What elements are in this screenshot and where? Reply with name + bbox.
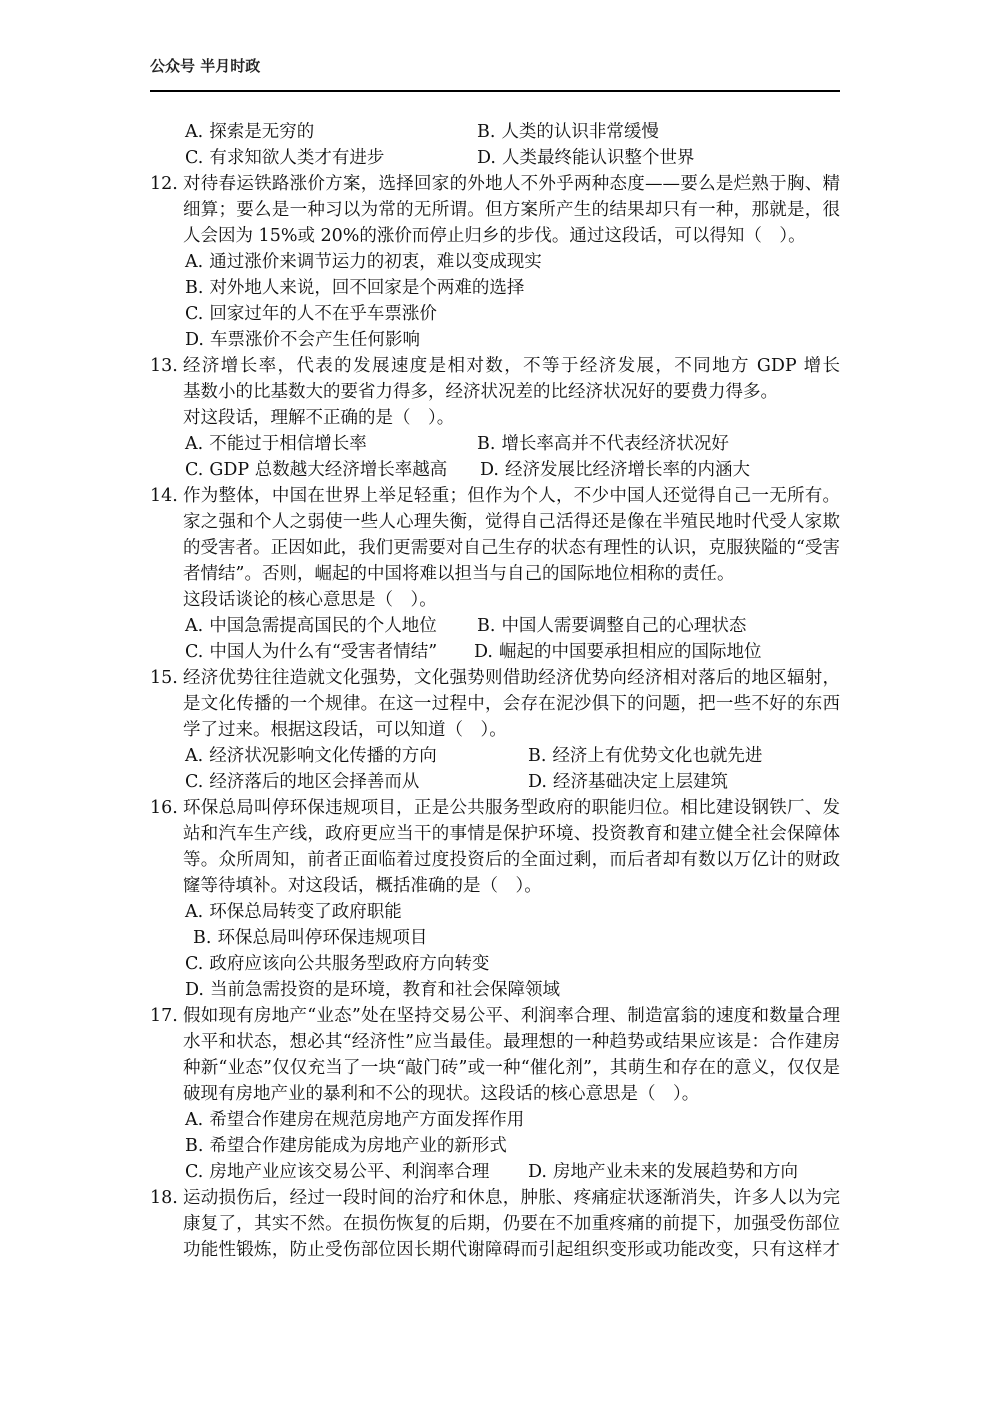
answer-option: [185, 1107, 524, 1133]
option-text: 中国人为什么有“受害者情结”: [209, 642, 438, 662]
option-label: A.: [185, 252, 204, 272]
answer-option: [185, 327, 420, 353]
answer-option: [185, 1159, 489, 1185]
question-stem-line: 对待春运铁路涨价方案，选择回家的外地人不外乎两种态度——要么是烂熟于胸、精: [183, 174, 840, 194]
option-text: 环保总局叫停环保违规项目: [217, 928, 428, 948]
question-stem-line: 假如现有房地产“业态”处在坚持交易公平、利润率合理、制造富翁的速度和数量合理: [183, 1006, 840, 1026]
option-label: B.: [477, 616, 496, 636]
option-label: A.: [185, 122, 204, 142]
question-stem-line: 环保总局叫停环保违规项目，正是公共服务型政府的职能归位。相比建设钢铁厂、发: [183, 798, 840, 818]
option-text: 中国人需要调整自己的心理状态: [501, 616, 747, 636]
answer-option: [477, 613, 746, 639]
option-text: 人类的认识非常缓慢: [501, 122, 659, 142]
answer-option: [193, 925, 427, 951]
answer-option: [185, 639, 437, 665]
option-text: 当前急需投资的是环境，教育和社会保障领域: [209, 980, 560, 1000]
option-label: A.: [185, 746, 204, 766]
option-text: 对外地人来说，回不回家是个两难的选择: [209, 278, 525, 298]
option-text: 房地产业应该交易公平、利润率合理: [209, 1162, 490, 1182]
answer-option: [185, 743, 437, 769]
question-stem-line: 的受害者。正因如此，我们更需要对自己生存的状态有理性的认识，克服狭隘的“受害: [183, 538, 840, 558]
question-stem-line: 经济增长率，代表的发展速度是相对数，不等于经济发展，不同地方 GDP 增长: [183, 356, 840, 376]
question-stem-line: 经济优势往往造就文化强势，文化强势则借助经济优势向经济相对落后的地区辐射，: [183, 668, 840, 688]
answer-option: [480, 457, 750, 483]
question-number: 18.: [150, 1188, 178, 1208]
answer-option: [185, 457, 447, 483]
answer-option: [477, 145, 694, 171]
page-header-title: 公众号 半月时政: [150, 57, 261, 75]
answer-option: [185, 119, 314, 145]
option-label: C.: [185, 460, 204, 480]
option-label: D.: [185, 330, 204, 350]
option-text: 车票涨价不会产生任何影响: [209, 330, 420, 350]
question-stem-line: 这段话谈论的核心意思是（ ）。: [183, 590, 437, 610]
question-stem-line: 水平和状态，想必其“经济性”应当最佳。最理想的一种趋势或结果应该是：合作建房: [183, 1032, 840, 1052]
option-label: A.: [185, 1110, 204, 1130]
option-label: B.: [477, 122, 496, 142]
question-stem-line: 人会因为 15%或 20%的涨价而停止归乡的步伐。通过这段话，可以得知（ ）。: [183, 226, 806, 246]
option-text: 经济状况影响文化传播的方向: [209, 746, 437, 766]
question-stem-line: 基数小的比基数大的要省力得多，经济状况差的比经济状况好的要费力得多。: [183, 382, 778, 402]
question-stem-line: 功能性锻炼，防止受伤部位因长期代谢障碍而引起组织变形或功能改变，只有这样才: [183, 1240, 840, 1260]
question-number: 16.: [150, 798, 178, 818]
question-number: 13.: [150, 356, 178, 376]
option-text: 通过涨价来调节运力的初衷，难以变成现实: [209, 252, 542, 272]
question-number: 15.: [150, 668, 178, 688]
option-label: B.: [193, 928, 212, 948]
question-stem-line: 站和汽车生产线，政府更应当干的事情是保护环境、投资教育和建立健全社会保障体: [183, 824, 840, 844]
question-stem-line: 学了过来。根据这段话，可以知道（ ）。: [183, 720, 507, 740]
option-text: 人类最终能认识整个世界: [501, 148, 695, 168]
answer-option: [474, 639, 761, 665]
option-label: D.: [474, 642, 493, 662]
answer-option: [185, 1133, 507, 1159]
question-number: 14.: [150, 486, 178, 506]
question-number: 17.: [150, 1006, 178, 1026]
option-text: 政府应该向公共服务型政府方向转变: [209, 954, 490, 974]
answer-option: [185, 977, 560, 1003]
option-label: C.: [185, 954, 204, 974]
option-text: 不能过于相信增长率: [209, 434, 367, 454]
option-label: B.: [185, 1136, 204, 1156]
option-label: C.: [185, 772, 204, 792]
option-label: A.: [185, 434, 204, 454]
answer-option: [185, 899, 402, 925]
option-label: D.: [528, 1162, 547, 1182]
question-stem-line: 窿等待填补。对这段话，概括准确的是（ ）。: [183, 876, 542, 896]
answer-option: [185, 145, 384, 171]
option-label: A.: [185, 616, 204, 636]
answer-option: [185, 769, 419, 795]
question-stem-line: 家之强和个人之弱使一些人心理失衡，觉得自己活得还是像在半殖民地时代受人家欺: [183, 512, 840, 532]
option-text: 房地产业未来的发展趋势和方向: [552, 1162, 798, 1182]
question-stem-line: 细算；要么是一种习以为常的无所谓。但方案所产生的结果却只有一种，那就是，很: [183, 200, 840, 220]
answer-option: [528, 769, 728, 795]
question-stem-line: 种新“业态”仅仅充当了一块“敲门砖”或一种“催化剂”，其萌生和存在的意义，仅仅是: [183, 1058, 840, 1078]
answer-option: [185, 301, 437, 327]
option-label: C.: [185, 1162, 204, 1182]
answer-option: [185, 951, 489, 977]
option-text: 探索是无穷的: [209, 122, 315, 142]
option-label: B.: [185, 278, 204, 298]
option-text: 环保总局转变了政府职能: [209, 902, 402, 922]
option-text: 经济上有优势文化也就先进: [552, 746, 763, 766]
question-stem-line: 者情结”。否则，崛起的中国将难以担当与自己的国际地位相称的责任。: [183, 564, 735, 584]
question-stem-line: 康复了，其实不然。在损伤恢复的后期，仍要在不加重疼痛的前提下，加强受伤部位: [183, 1214, 840, 1234]
option-label: D.: [185, 980, 204, 1000]
option-text: 中国急需提高国民的个人地位: [209, 616, 437, 636]
option-text: GDP 总数越大经济增长率越高: [209, 460, 448, 480]
option-label: D.: [480, 460, 499, 480]
option-text: 希望合作建房能成为房地产业的新形式: [209, 1136, 507, 1156]
option-label: D.: [477, 148, 496, 168]
option-text: 经济发展比经济增长率的内涵大: [504, 460, 750, 480]
question-stem-line: 作为整体，中国在世界上举足轻重；但作为个人，不少中国人还觉得自己一无所有。: [183, 486, 840, 506]
answer-option: [185, 275, 524, 301]
option-label: C.: [185, 304, 204, 324]
header-divider: [150, 90, 840, 92]
option-text: 回家过年的人不在乎车票涨价: [209, 304, 437, 324]
option-text: 经济基础决定上层建筑: [552, 772, 728, 792]
question-stem-line: 等。众所周知，前者正面临着过度投资后的全面过剩，而后者却有数以万亿计的财政: [183, 850, 840, 870]
answer-option: [528, 1159, 798, 1185]
answer-option: [185, 249, 542, 275]
option-label: B.: [477, 434, 496, 454]
option-label: A.: [185, 902, 204, 922]
option-label: C.: [185, 642, 204, 662]
answer-option: [477, 119, 659, 145]
option-label: C.: [185, 148, 204, 168]
answer-option: [185, 431, 367, 457]
option-text: 希望合作建房在规范房地产方面发挥作用: [209, 1110, 525, 1130]
answer-option: [185, 613, 437, 639]
option-label: B.: [528, 746, 547, 766]
question-number: 12.: [150, 174, 178, 194]
option-text: 经济落后的地区会择善而从: [209, 772, 420, 792]
option-text: 有求知欲人类才有进步: [209, 148, 385, 168]
option-text: 增长率高并不代表经济状况好: [501, 434, 729, 454]
question-stem-line: 对这段话，理解不正确的是（ ）。: [183, 408, 455, 428]
question-stem-line: 是文化传播的一个规律。在这一过程中，会存在泥沙俱下的问题，把一些不好的东西: [183, 694, 840, 714]
option-text: 崛起的中国要承担相应的国际地位: [498, 642, 762, 662]
option-label: D.: [528, 772, 547, 792]
answer-option: [528, 743, 762, 769]
answer-option: [477, 431, 729, 457]
question-stem-line: 运动损伤后，经过一段时间的治疗和休息，肿胀、疼痛症状逐渐消失，许多人以为完: [183, 1188, 840, 1208]
question-stem-line: 破现有房地产业的暴利和不公的现状。这段话的核心意思是（ ）。: [183, 1084, 700, 1104]
